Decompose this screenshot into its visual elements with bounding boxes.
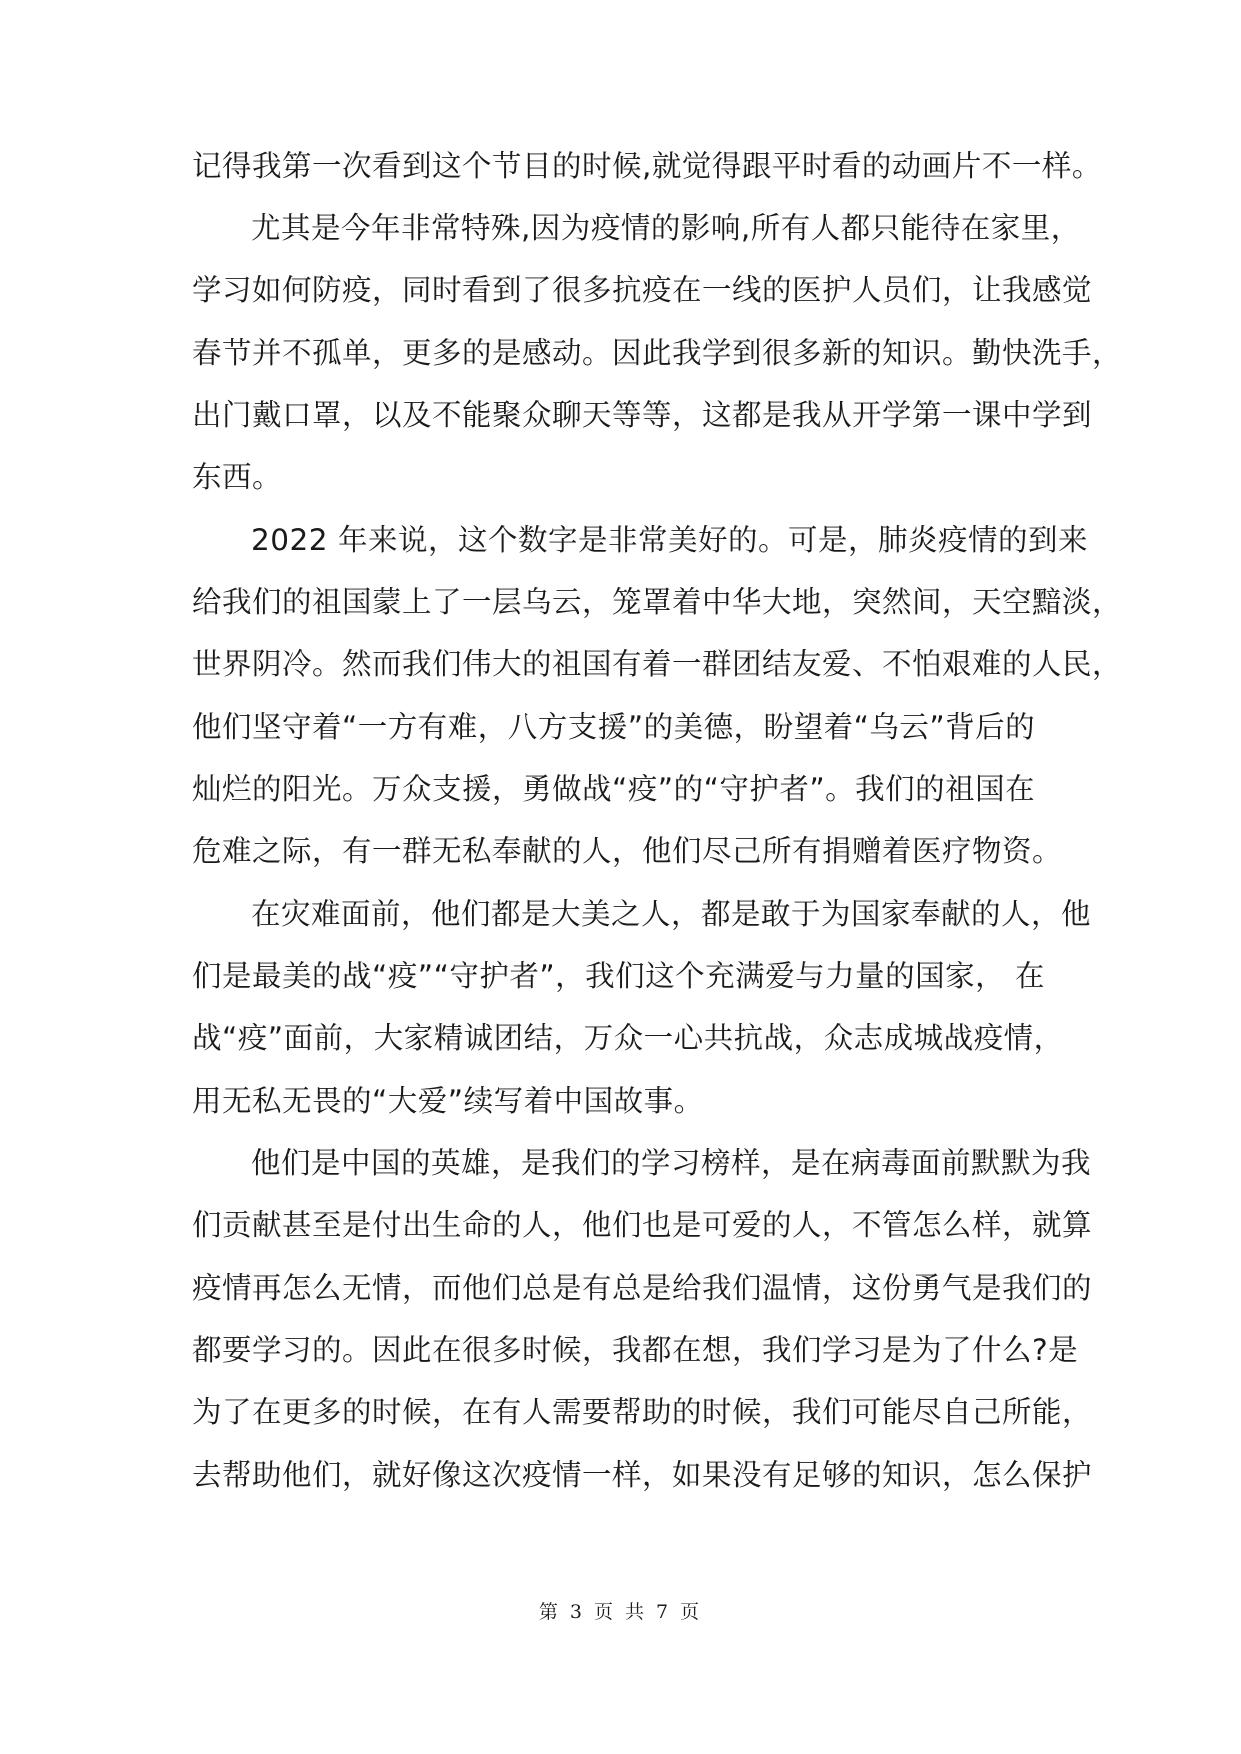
text-line: 们是最美的战“疫”“守护者”，我们这个充满爱与力量的国家， 在 (192, 959, 1046, 993)
text-line: 记得我第一次看到这个节目的时候,就觉得跟平时看的动画片不一样。 (192, 149, 1102, 183)
text-line: 为了在更多的时候，在有人需要帮助的时候，我们可能尽自己所能， (192, 1395, 1093, 1429)
text-line: 出门戴口罩，以及不能聚众聊天等等，这都是我从开学第一课中学到 (192, 398, 1093, 432)
text-line: 去帮助他们，就好像这次疫情一样，如果没有足够的知识，怎么保护 (192, 1458, 1093, 1492)
text-line: 用无私无畏的“大爱”续写着中国故事。 (192, 1084, 704, 1118)
text-line: 世界阴冷。然而我们伟大的祖国有着一群团结友爱、不怕艰难的人民， (192, 647, 1123, 681)
page-number-footer: 第 3 页 共 7 页 (538, 1601, 703, 1623)
text-line: 给我们的祖国蒙上了一层乌云，笼罩着中华大地，突然间，天空黯淡， (192, 585, 1123, 619)
text-line: 危难之际，有一群无私奉献的人，他们尽己所有捐赠着医疗物资。 (192, 834, 1063, 868)
text-line: 春节并不孤单，更多的是感动。因此我学到很多新的知识。勤快洗手， (192, 336, 1123, 370)
text-line: 疫情再怎么无情，而他们总是有总是给我们温情，这份勇气是我们的 (192, 1271, 1093, 1305)
text-line: 在灾难面前，他们都是大美之人，都是敢于为国家奉献的人，他 (251, 897, 1092, 931)
text-line: 都要学习的。因此在很多时候，我都在想，我们学习是为了什么?是 (192, 1333, 1079, 1367)
text-line: 2022 年来说，这个数字是非常美好的。可是，肺炎疫情的到来 (251, 523, 1088, 557)
text-line: 东西。 (192, 460, 283, 494)
text-line: 学习如何防疫，同时看到了很多抗疫在一线的医护人员们，让我感觉 (192, 273, 1093, 307)
text-line: 他们是中国的英雄，是我们的学习榜样，是在病毒面前默默为我 (251, 1146, 1092, 1180)
text-line: 战“疫”面前，大家精诚团结，万众一心共抗战，众志成城战疫情， (192, 1021, 1064, 1055)
text-line: 他们坚守着“一方有难，八方支援”的美德，盼望着“乌云”背后的 (192, 710, 1036, 744)
text-line: 尤其是今年非常特殊,因为疫情的影响,所有人都只能待在家里， (251, 211, 1081, 245)
text-line: 们贡献甚至是付出生命的人，他们也是可爱的人，不管怎么样，就算 (192, 1208, 1093, 1242)
text-line: 灿烂的阳光。万众支援，勇做战“疫”的“守护者”。我们的祖国在 (192, 772, 1036, 806)
